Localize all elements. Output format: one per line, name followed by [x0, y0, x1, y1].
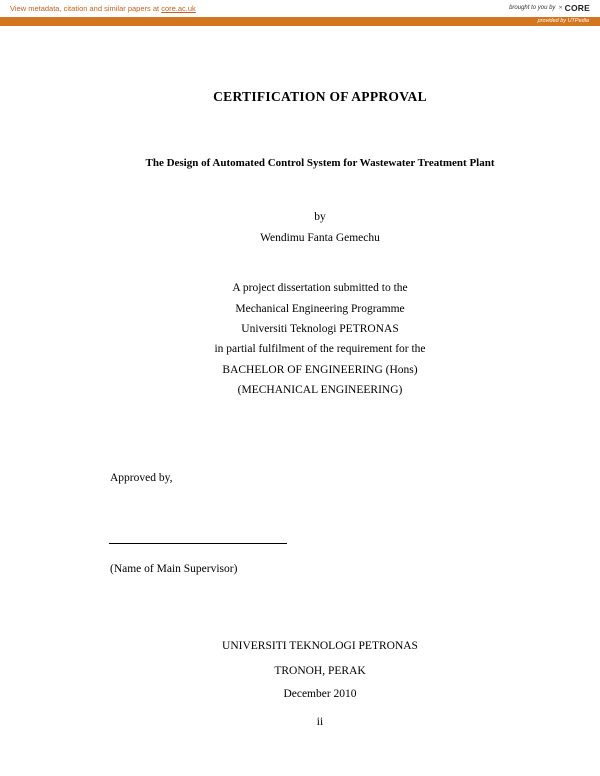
- approved-by-label: Approved by,: [110, 472, 173, 484]
- statement-line: BACHELOR OF ENGINEERING (Hons): [222, 364, 418, 376]
- author-name: Wendimu Fanta Gemechu: [260, 232, 380, 244]
- provided-by-text: provided by UTPedia: [537, 18, 589, 24]
- page-title: CERTIFICATION OF APPROVAL: [213, 89, 427, 104]
- provider-bar: [0, 17, 600, 26]
- project-title: The Design of Automated Control System for Wastewater Treatment Plant: [145, 157, 495, 169]
- by-label: by: [314, 211, 326, 223]
- core-logo-word: CORE: [564, 3, 590, 13]
- date: December 2010: [283, 688, 357, 700]
- statement-line: (MECHANICAL ENGINEERING): [237, 384, 403, 396]
- statement-line: Mechanical Engineering Programme: [235, 303, 405, 315]
- brought-by-text: brought to you by: [509, 5, 556, 11]
- location: TRONOH, PERAK: [274, 665, 366, 677]
- core-banner: [0, 0, 600, 17]
- metadata-text: View metadata, citation and similar papers at: [10, 4, 162, 13]
- signature-line: [109, 543, 287, 544]
- core-link[interactable]: core.ac.uk: [161, 4, 196, 13]
- statement-line: in partial fulfilment of the requirement for the: [214, 343, 426, 355]
- statement-line: Universiti Teknologi PETRONAS: [241, 323, 399, 335]
- core-logo-icon: ✕: [558, 5, 563, 11]
- statement-line: A project dissertation submitted to the: [232, 282, 408, 294]
- page-number: ii: [316, 716, 324, 728]
- core-logo[interactable]: [558, 3, 590, 13]
- metadata-note: [10, 4, 196, 13]
- supervisor-name: (Name of Main Supervisor): [110, 563, 238, 575]
- brought-by: [509, 3, 590, 13]
- university-name: UNIVERSITI TEKNOLOGI PETRONAS: [222, 640, 418, 652]
